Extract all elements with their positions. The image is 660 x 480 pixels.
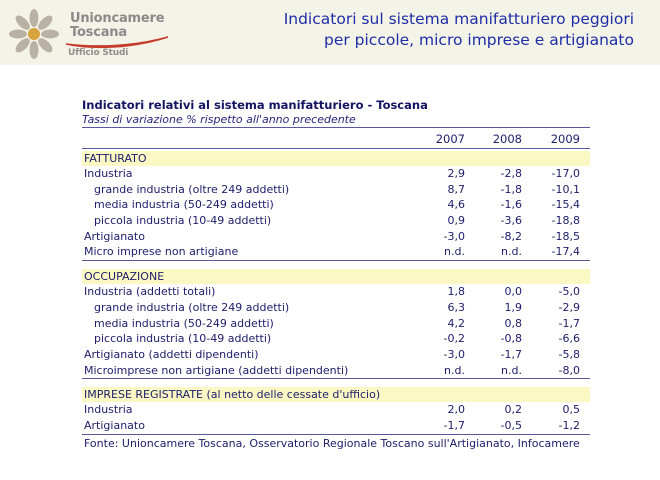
value-2009: -18,8 xyxy=(551,214,580,228)
year-header-2008: 2008 xyxy=(492,132,522,146)
table-row xyxy=(82,244,590,260)
value-2008: -0,8 xyxy=(500,332,522,346)
value-2008: 0,0 xyxy=(504,285,522,299)
value-2007: n.d. xyxy=(444,245,465,259)
value-2009: -10,1 xyxy=(551,182,580,196)
table-subtitle: Tassi di variazione % rispetto all'anno precedente xyxy=(82,113,356,126)
value-2008: -1,8 xyxy=(500,182,522,196)
value-2007: 6,3 xyxy=(447,300,465,314)
section-title-fatturato: FATTURATO xyxy=(82,151,590,166)
row-label: Artigianato xyxy=(84,229,145,243)
table-bottom-rule xyxy=(82,434,590,435)
value-2008: -3,6 xyxy=(500,214,522,228)
value-2009: -17,4 xyxy=(551,245,580,259)
table-row xyxy=(82,331,590,347)
row-label: Artigianato (addetti dipendenti) xyxy=(84,347,259,361)
value-2009: -5,8 xyxy=(558,347,580,361)
row-label: media industria (50-249 addetti) xyxy=(94,316,274,330)
value-2008: -2,8 xyxy=(500,167,522,180)
value-2008: -1,6 xyxy=(500,198,522,212)
section-title-imprese-registrate: IMPRESE REGISTRATE (al netto delle cessate d'ufficio) xyxy=(82,387,590,402)
table-row xyxy=(82,300,590,316)
value-2009: -1,7 xyxy=(558,316,580,330)
logo-text-ufficio-studi: Ufficio Studi xyxy=(68,48,129,58)
table-row xyxy=(82,197,590,213)
value-2009: 0,5 xyxy=(562,403,580,417)
value-2008: 0,8 xyxy=(504,316,522,330)
year-header-rule xyxy=(82,148,590,149)
value-2008: n.d. xyxy=(501,245,522,259)
slide-header xyxy=(0,0,660,65)
row-label: Industria xyxy=(84,167,133,180)
table-row xyxy=(82,229,590,245)
table-row xyxy=(82,182,590,198)
row-label: Industria xyxy=(84,403,133,417)
slide-title xyxy=(200,9,634,51)
logo-text-unioncamere: Unioncamere xyxy=(70,11,165,26)
value-2009: -17,0 xyxy=(551,167,580,180)
table-row xyxy=(82,316,590,332)
value-2007: -3,0 xyxy=(443,347,465,361)
value-2007: -3,0 xyxy=(443,229,465,243)
value-2007: 4,2 xyxy=(447,316,465,330)
value-2008: -1,7 xyxy=(500,347,522,361)
row-label: Industria (addetti totali) xyxy=(84,285,216,299)
value-2008: -8,2 xyxy=(500,229,522,243)
table-row xyxy=(82,284,590,300)
value-2007: n.d. xyxy=(444,363,465,377)
slide-title-line-2: per piccole, micro imprese e artigianato xyxy=(323,31,634,49)
table-row xyxy=(82,418,590,434)
row-label: piccola industria (10-49 addetti) xyxy=(94,332,272,346)
value-2007: 4,6 xyxy=(447,198,465,212)
value-2007: 2,9 xyxy=(447,167,465,180)
table-row xyxy=(82,402,590,418)
table-title: Indicatori relativi al sistema manifatturiero - Toscana xyxy=(82,98,428,112)
unioncamere-logo xyxy=(6,6,166,60)
table-row xyxy=(82,363,590,379)
row-label: grande industria (oltre 249 addetti) xyxy=(94,182,290,196)
section-title-occupazione: OCCUPAZIONE xyxy=(82,269,590,284)
table-source-note: Fonte: Unioncamere Toscana, Osservatorio Regionale Toscano sull'Artigianato, Infocamere xyxy=(84,436,580,450)
row-label: media industria (50-249 addetti) xyxy=(94,198,274,212)
table-row xyxy=(82,166,590,182)
value-2009: -15,4 xyxy=(551,198,580,212)
year-header-row xyxy=(82,130,590,148)
table-row xyxy=(82,213,590,229)
value-2007: -1,7 xyxy=(443,418,465,432)
row-label: Microimprese non artigiane (addetti dipendenti) xyxy=(84,363,349,377)
value-2007: -0,2 xyxy=(443,332,465,346)
year-header-2007: 2007 xyxy=(435,132,465,146)
value-2009: -5,0 xyxy=(558,285,580,299)
value-2008: 1,9 xyxy=(504,300,522,314)
value-2009: -6,6 xyxy=(558,332,580,346)
value-2007: 1,8 xyxy=(447,285,465,299)
row-label: piccola industria (10-49 addetti) xyxy=(94,214,272,228)
value-2008: n.d. xyxy=(501,363,522,377)
value-2007: 2,0 xyxy=(447,403,465,417)
value-2009: -8,0 xyxy=(558,363,580,377)
value-2009: -2,9 xyxy=(558,300,580,314)
value-2009: -1,2 xyxy=(558,418,580,432)
slide-title-line-1: Indicatori sul sistema manifatturiero peggiori xyxy=(283,10,634,28)
logo-text-toscana: Toscana xyxy=(70,25,127,40)
row-label: Micro imprese non artigiane xyxy=(84,245,239,259)
year-header-2009: 2009 xyxy=(550,132,580,146)
table-top-rule xyxy=(82,127,590,128)
table-row xyxy=(82,347,590,363)
value-2008: -0,5 xyxy=(500,418,522,432)
row-label: grande industria (oltre 249 addetti) xyxy=(94,300,290,314)
value-2008: 0,2 xyxy=(504,403,522,417)
indicators-table xyxy=(82,98,590,451)
value-2009: -18,5 xyxy=(551,229,580,243)
value-2007: 0,9 xyxy=(447,214,465,228)
row-label: Artigianato xyxy=(84,418,145,432)
value-2007: 8,7 xyxy=(447,182,465,196)
flower-star-logo-icon xyxy=(6,6,62,62)
